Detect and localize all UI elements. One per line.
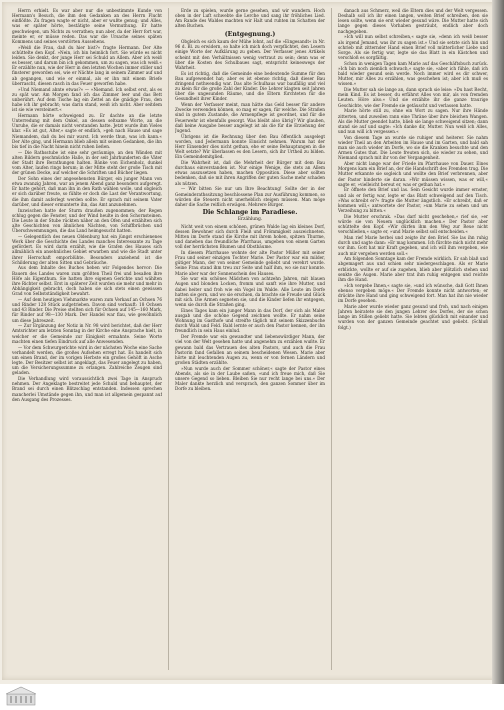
paragraph: — Wir bitten Sie nur um Ihre Beachtung! Sollte der in der Gemeinderathssitzung beschlossene Plan zur Ausführung kommen, so würden die Steuern nicht unerheblich steigen müssen. Man möge daher die Sache reiflich erwägen. Mehrere Bürger. — [175, 186, 325, 207]
paragraph: Man rief Marie herbei und zeigte ihr den Brief. Sie las ihn ruhig durch und sagte dann: »Er mag kommen. Ich fürchte mich nicht mehr vor ihm. Gott hat mir Kraft gegeben, und ich will ihm vergeben, wie auch mir vergeben werden soll.« — [338, 235, 488, 256]
paragraph: »Nun wurde auch der Sommer schöner,« sagte der Pastor eines Abends, als sie in der Laube saßen, »und ich freue mich, daß Sie unsere Gegend so lieben. Bleiben Sie nur recht lange bei uns.« Der Maler dankte herzlich und versprach, den ganzen Sommer über im Dorfe zu bleiben. — [175, 365, 325, 392]
paragraph: Marie aber wurde wieder ganz gesund und froh, und nach einigen Jahren heiratete sie den jungen Lehrer des Dorfes, der sie schon lange im Stillen geliebt hatte. Sie lebten glücklich mit einander und wurden von der ganzen Gemeinde geachtet und geliebt. (Schluß folgt.) — [338, 303, 488, 330]
paragraph: danach aus Schmerz, weil die Eltern dies und der Welt vergessen. Deshalb soll ich ihr einen langen, weiten Brief schreiben, den sie lesen sollte, wenn sie erst wieder gesund wäre. Die Mutter hatte sich lange gegen dieses Vorhaben gesträubt, endlich aber doch nachgegeben. — [338, 8, 488, 34]
paragraph: Eines Tages kam ein junger Mann in das Dorf, der sich als Maler ausgab und die schöne Gegend zeichnen wollte. Er nahm seine Wohnung im Gasthofe und streifte täglich mit seinem Skizzenbuche durch Wald und Feld. Bald lernte er auch den Pastor kennen, der ihn freundlich in sein Haus einlud. — [175, 307, 325, 334]
paragraph: Die Verhandlung wird voraussichtlich zwei Tage in Anspruch nehmen. Der Angeklagte bestreitet jede Schuld und behauptet, der Brand sei durch einen Blitzschlag entstanden. Indessen sprechen mancherlei Umstände gegen ihn, und man ist allgemein gespannt auf den Ausgang des Prozesses. — [12, 376, 162, 402]
section-heading: (Entgegnung.) — [224, 30, 276, 38]
column-right — [338, 8, 488, 670]
paragraph: Von diesem Tage an wurde sie ruhiger und heiterer. Sie nahm wieder Theil an den Arbeiten im Hause und im Garten, und bald sah man sie auch wieder im Dorfe, wo sie die Kranken besuchte und den Armen Gutes that. Die Leute freuten sich, sie wieder zu sehen, und Niemand sprach mit ihr von der Vergangenheit. — [338, 134, 488, 161]
footer-strip — [0, 684, 504, 710]
column-divider — [331, 8, 332, 670]
paragraph: Aber nicht lange war der Friede im Pfarrhause von Dauer. Eines Morgens kam ein Brief an, der die Handschrift des Fremden trug. Die Mutter erkannte sie sogleich und wollte den Brief verbrennen, aber der Pastor hinderte sie daran. »Wir müssen wissen, was er will,« sagte er, »vielleicht bereut er, was er gethan hat.« — [338, 161, 488, 187]
paragraph: Sie war ein schönes Mädchen von achtzehn Jahren, mit blauen Augen und blonden Locken, fromm und sanft wie ihre Mutter, und dabei heiter und froh wie ein Vogel im Walde. Alle Leute im Dorfe hatten sie gern, und wo sie erschien, da brachte sie Freude und Glück mit sich. Die Armen segneten sie, und die Kinder liefen ihr entgegen, wenn sie durch die Straßen ging. — [175, 276, 325, 308]
paragraph: Es ist richtig, daß die Gemeinde eine bedeutende Summe für den Bau aufgewendet hat; aber es ist ebenso richtig, daß dieser Bau dringend nothwendig war. Das alte Schulhaus war baufällig und viel zu klein für die große Zahl der Kinder. Die Lehrer klagten seit Jahren über die ungesunden Räume, und die Eltern fürchteten für die Gesundheit ihrer Kinder. — [175, 70, 325, 102]
paragraph: »Ich will nun selbst schreiben,« sagte sie, »denn ich weiß besser als irgend Jemand, was ihr zu sagen ist.« Und sie setzte sich hin und schrieb mit zitternder Hand einen Brief voll mütterlicher Liebe und Sorge. Als sie fertig war, legte sie das Blatt in ein Kästchen und verschloß es sorgfältig. — [338, 34, 488, 60]
paragraph: Aus dem Inhalte des Buches heben wir Folgendes hervor: Die Bauern des Landes waren zum größten Theil frei und besaßen ihre Höfe als Eigenthum. Sie hatten ihre eigenen Gerichte und wählten ihre Richter selbst. Erst in späterer Zeit wurden sie mehr und mehr in Abhängigkeit gebracht, doch haben sie sich stets einen gewissen Grad von Selbstständigkeit bewahrt. — [12, 265, 162, 297]
section-heading: Die Schlange im Paradiese. — [202, 209, 298, 216]
paragraph: — Auf dem heutigen Viehmarkte waren zum Verkauf an Ochsen 76 und Rinder 128 Stück aufgetrieben. Davon sind verkauft: 18 Ochsen und 43 Rinder. Die Preise stellten sich für Ochsen auf 145—160 Mark, für Rinder auf 98—130 Mark. Der Handel war flau, wie gewöhnlich um diese Jahreszeit. — [12, 296, 162, 323]
paragraph: Die Mutter sah sie lange an, dann sprach sie leise: »Du hast Recht, mein Kind. Es ist besser, du erfährst Alles von mir, als von fremden Leuten. Höre also.« Und sie erzählte ihr die ganze traurige Geschichte, wie der Fremde sie getäuscht und verlassen hatte. — [338, 87, 488, 108]
paragraph: Wenn der Verfasser meint, man hätte das Geld besser für andere Zwecke verwenden können, so mag er sagen, für welche. Die Straßen sind in gutem Zustande, die Armenpflege ist geordnet, und für die Feuerwehr ist ebenfalls gesorgt. Was bleibt also übrig? Wir glauben, daß keine Ausgabe besser angelegt ist als die für die Erziehung der Jugend. — [175, 102, 325, 133]
paragraph: Hermann hörte schweigend zu. Er dachte an die letzte Unterredung mit dem Onkel, an dessen seltsame Worte, an die Unruhe, die er damals nicht verstanden hatte. Jetzt wurde ihm Vieles klar. »Es ist gut, Alter,« sagte er endlich, »geh nach Hause und sage Niemandem, daß du bei mir warst. Ich werde thun, was ich kann.« Der Alte ging, und Hermann blieb allein mit seinen Gedanken, die ihn bis tief in die Nacht hinein nicht ruhen ließen. — [12, 112, 162, 149]
paragraph: Nicht weit von einem schönen, grünen Walde lag ein kleines Dorf, dessen Bewohner sich durch Fleiß und Frömmigkeit auszeichneten. Mitten im Dorfe stand die Kirche mit ihrem hohen, spitzen Thurme, und daneben das freundliche Pfarrhaus, umgeben von einem Garten voll der herrlichsten Blumen und Obstbäume. — [175, 223, 325, 250]
paragraph: — Zur Ergänzung der Notiz in Nr. 98 wird berichtet, daß der Herr Amtsrichter am letzten Sonntag in der Kirche eine Ansprache hielt, in welcher er die Gemeinde zur Einigkeit ermahnte. Seine Worte machten einen tiefen Eindruck auf alle Anwesenden. — [12, 323, 162, 344]
paragraph: — Gelegentlich des neuen Oldenburg hat ein jüngst erschienenes Werk über die Geschichte des Landes manches Interessante zu Tage gefördert. Es wird darin erzählt, wie die Grafen des Hauses sich allmählich ein ansehnliches Gebiet erwarben und wie die Stadt unter ihrer Herrschaft emporblühte. Besonders anziehend ist die Schilderung der alten Sitten und Gebräuche. — [12, 233, 162, 265]
paragraph: Er öffnete den Brief und las. Sein Gesicht wurde immer ernster, und als er fertig war, legte er das Blatt schweigend auf den Tisch. »Was schreibt er?« fragte die Mutter ängstlich. »Er schreibt, daß er kommen will,« antwortete der Pastor, »um Marie zu sehen und um Verzeihung zu bitten.« — [338, 187, 488, 214]
paragraph: In diesem Pfarrhause wohnte der alte Pastor Müller mit seiner Frau und seiner einzigen Tochter Marie. Der Pastor war ein milder, gütiger Mann, der von seiner Gemeinde geliebt und verehrt wurde. Seine Frau stand ihm treu zur Seite und half ihm, wo sie nur konnte. Marie aber war der Sonnenschein des Hauses. — [175, 249, 325, 276]
text-columns — [12, 8, 488, 670]
paragraph: Am folgenden Sonntage kam der Fremde wirklich. Er sah blaß und abgemagert aus und schien sehr niedergeschlagen. Als er Marie erblickte, wollte er auf sie zugehen, blieb aber plötzlich stehen und senkte die Augen. Marie aber trat ihm ruhig entgegen und reichte ihm die Hand. — [338, 256, 488, 282]
paragraph: »Weiß die Frau, daß du hier bist?« fragte Hermann. Der Alte schüttelte den Kopf. »Nein, ich bin heimlich fort. Sie würde es nicht leiden. Sie denkt, der junge Herr sei Schuld an Allem. Aber ich weiß es besser, und darum bin ich gekommen, um zu sagen, was ich weiß.« Er erzählte nun, wie der Herr in den letzten Wochen immer stiller und finsterer geworden sei, wie er Nächte lang in seinem Zimmer auf und ab gegangen, und wie er einmal, als er ihn mit einem Briefe überrascht, diesen rasch in das Feuer geworfen habe. — [12, 44, 162, 86]
column-divider — [168, 8, 169, 670]
paragraph: Inzwischen hatte der Sturm draußen zugenommen; der Regen schlug gegen die Fenster, und der Wind heulte in den Schornsteinen. Die Leute in der Stube rückten näher an den Ofen und erzählten sich alte Geschichten von ähnlichen Nächten, von Schiffbrüchen und Überschwemmungen, die das Land heimgesucht hatten. — [12, 207, 162, 234]
library-building-logo-icon — [6, 686, 36, 706]
section-subheading: Erzählung. — [237, 217, 263, 223]
paragraph: Obgleich es sich kaum der Mühe lohnt, auf die »Eingesandt« in Nr. 96 d. Bl. zu erwidern, so halte ich mich doch verpflichtet, den Lesern einige Worte der Aufklärung zu geben. Der Verfasser jenes Artikels scheint mit den Verhältnissen wenig vertraut zu sein; denn was er über die Kosten des Schulbaues sagt, entspricht keineswegs der Wahrheit. — [175, 39, 325, 70]
paragraph: Übrigens ist die Rechnung über den Bau öffentlich ausgelegt worden, und Jedermann konnte Einsicht nehmen. Warum hat der Herr Einsender dies nicht gethan, ehe er seine Behauptungen in die Welt setzte? Wir überlassen es den Lesern, sich ihr Urtheil zu bilden. Ein Gemeindemitglied. — [175, 133, 325, 160]
scanned-sheet — [2, 2, 498, 680]
paragraph: Schon in wenigen Tagen kam Marie auf das Geschäftsbuch zurück. »Ich bin noch ziemlich schwach,« sagte sie, »aber ich fühle, daß ich bald wieder gesund sein werde. Noch immer wird es dir schwer, Mutter, mir Alles zu erzählen, was geschehen ist; aber ich muß es wissen.« — [338, 60, 488, 87]
paragraph: Der Sohn eines der angesehensten Bürger, ein junger Mann von etwa zwanzig Jahren, war an jenem Abend ganz besonders aufgeregt. Er hatte gehört, daß man ihn in den Rath wählen wolle, und obgleich er sich darüber freute, so fühlte er doch die Last der Verantwortung, die ihm damit auferlegt werden sollte. Er sprach mit seinem Vater darüber, und dieser ermunterte ihn, das Amt anzunehmen. — [12, 175, 162, 207]
paragraph: Herrn erhielt. Es war aber nur die unbestimmte Kunde von Hermann's Besuch, die ihm den Gedanken an des Herrn Flucht einflößte. Zu fragen wagte er nicht, aber er wußte genug; und Alles, was er später hörte, bestätigte seine Vermuthung. Er hatte geschwiegen, um Nichts zu verrathen; nun aber, da der Herr fort war, meinte er, er müsse reden. Das war die Ursache seines späten Kommens und seines verstörten Aussehens. — [12, 8, 162, 44]
column-left — [12, 8, 162, 670]
paragraph: — Vor dem Schwurgerichte wird in der nächsten Woche eine Sache verhandelt werden, die großes Aufsehen erregt hat. Es handelt sich um einen Brand, der im vorigen Herbste ein großes Gehöft in Asche legte. Der Besitzer selbst ist angeklagt, das Feuer angelegt zu haben, um die Versicherungssumme zu erlangen. Zahlreiche Zeugen sind geladen. — [12, 344, 162, 376]
paragraph: Die Wahrheit ist, daß die Mehrheit der Bürger mit dem Bau durchaus einverstanden ist. Nur einige Wenige, die stets an Allem etwas auszusetzen haben, machen Opposition. Diese aber sollten bedenken, daß sie mit ihren Angriffen der guten Sache mehr schaden als nützen. — [175, 160, 325, 186]
paragraph: Der Fremde war ein gewandter und liebenswürdiger Mann, der viel von der Welt gesehen hatte und angenehm zu erzählen wußte. Er gewann bald das Vertrauen des alten Pastors, und auch die Frau Pastorin fand Gefallen an seinem bescheidenen Wesen. Marie aber hörte mit leuchtenden Augen zu, wenn er von fernen Ländern und großen Städten erzählte. — [175, 334, 325, 365]
paragraph: Marie hörte still zu, ohne ein Wort zu sagen. Nur ihre Hände zitterten, und zuweilen rann eine Thräne über ihre bleichen Wangen. Als die Mutter geendet hatte, blieb sie lange schweigend sitzen; dann stand sie auf und sagte: »Ich danke dir, Mutter. Nun weiß ich Alles, und nun will ich vergessen.« — [338, 108, 488, 134]
paragraph: — Die Rathsstube ist eine sehr geräumige, an den Wänden mit alten Bildern geschmückte Halle, in der seit Jahrhunderten die Väter der Stadt ihre Berathungen halten. Bänke von Eichenholz, dunkel vom Alter, laufen rings herum; in der Mitte steht der große Tisch mit der grünen Decke, auf welcher die Schriften und Bücher liegen. — [12, 149, 162, 176]
paragraph: Die Mutter erschrak. »Das darf nicht geschehen,« rief sie, »er würde sie von Neuem unglücklich machen.« Der Pastor aber schüttelte den Kopf. »Wir dürfen ihm den Weg zur Reue nicht verschließen,« sagte er, »und Marie selbst soll entscheiden.« — [338, 213, 488, 235]
paragraph: Erde zu spielen, wurde gerne gesehen, und wir wandern. Hoch oben in der Luft schwebte die Lerche und sang ihr fröhliches Lied. Am Rande des Waldes machten wir Halt und ruhten im Schatten der alten Buchen. — [175, 8, 325, 29]
paragraph: »Und Niemand ahnte etwas?« — »Niemand. Ich selbst erst, als es zu spät war. Am Morgen fand ich das Zimmer leer und das Bett unberührt. Auf dem Tische lag ein Zettel an die gnädige Frau, den habe ich ihr gebracht; was darin stand, weiß ich nicht. Aber seitdem ist sie wie versteinert.« — [12, 86, 162, 113]
column-middle — [175, 8, 325, 670]
paragraph: »Ich vergebe Ihnen,« sagte sie, »und ich wünsche, daß Gott Ihnen ebenso vergeben möge.« Der Fremde konnte nicht antworten; er drückte ihre Hand und ging schweigend fort. Man hat ihn nie wieder im Dorfe gesehen. — [338, 282, 488, 304]
page-edge-shadow — [492, 0, 504, 690]
